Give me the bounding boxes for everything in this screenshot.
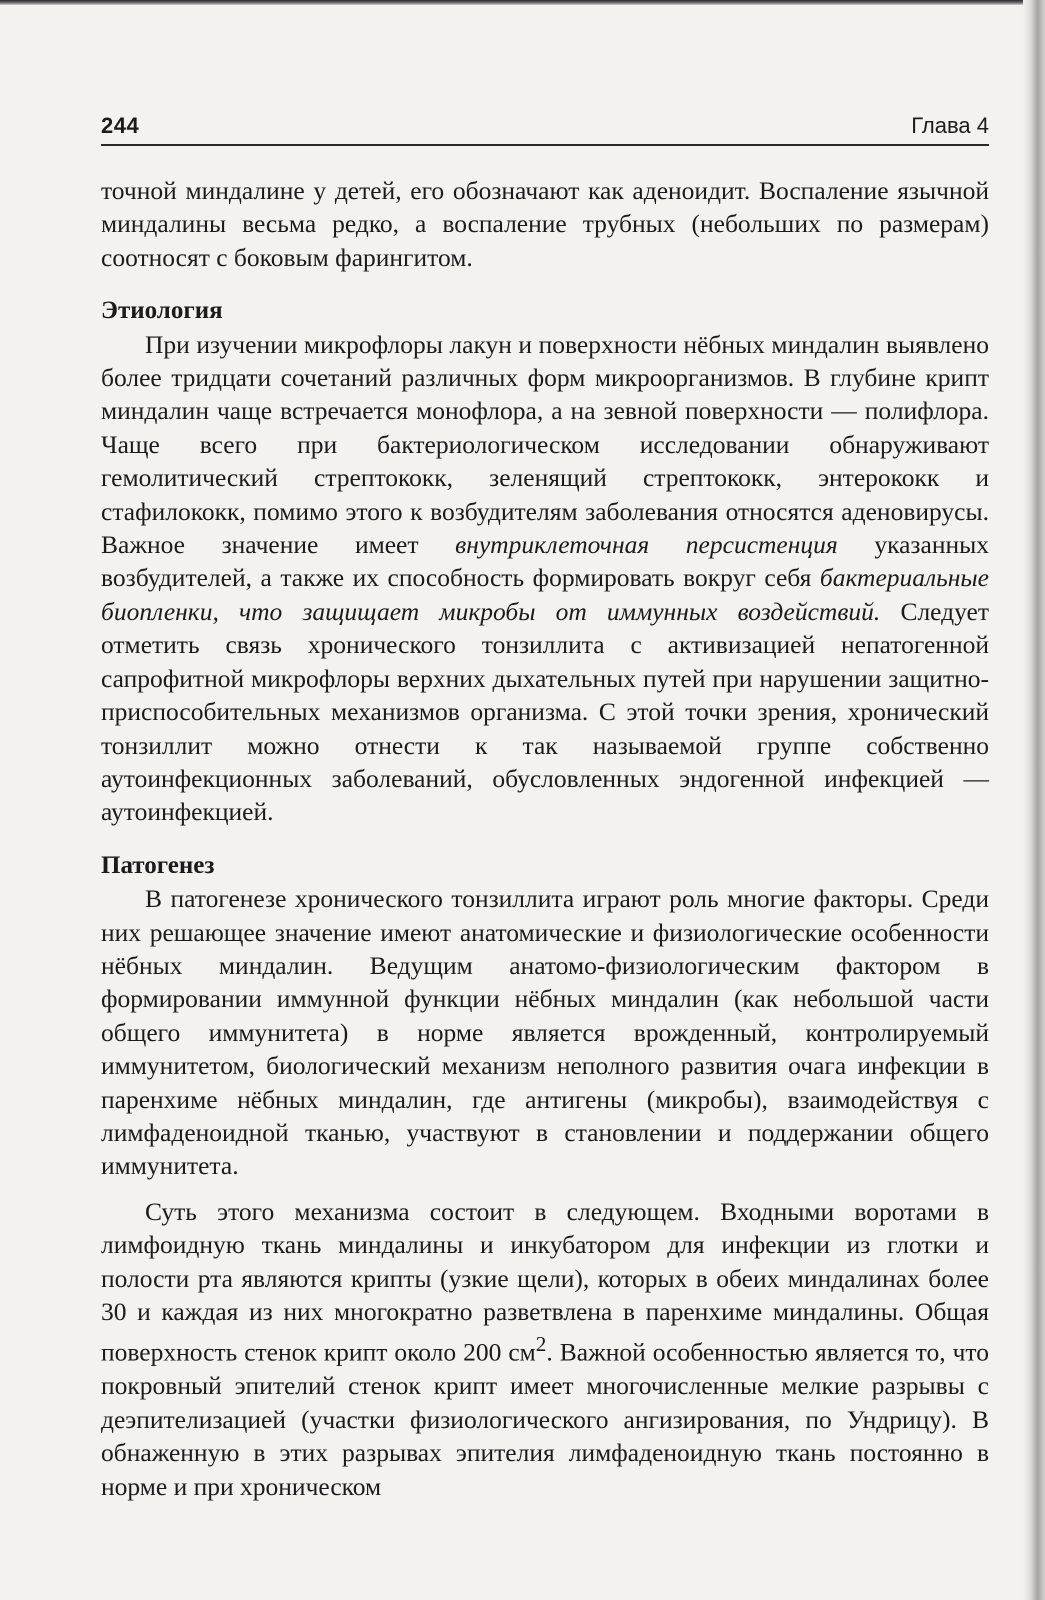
book-page <box>101 108 989 1503</box>
pathogenesis-paragraph-2 <box>101 1195 989 1503</box>
intro-paragraph: точной миндалине у детей, его обозначают как аденоидит. Воспаление язычной миндалины весьма редко, а воспаление трубных (небольших по размерам) соотносят с боковым фарингитом. <box>101 176 989 272</box>
pathogenesis-text-part-2: . Важной особенностью является то, что покровный эпителий стенок крипт имеет многочисленные мелкие разрывы с деэпителизацией (участки физиологического ангизирования, по Ундрицу). В обнаженную в этих разрывах эпителия лимфаденоидную ткань постоянно в норме и при хроническом <box>101 1337 989 1501</box>
etiology-text-part-1: При изучении микрофлоры лакун и поверхности нёбных миндалин выявлено более тридцати сочетаний различных форм микроорганизмов. В глубине крипт миндалин чаще встречается монофлора, а на зевной поверхности — полифлора. Чаще всего при бактериологическом исследовании обнаруживают гемолитический стрептококк, зеленящий стрептококк, энтерококк и стафилококк, помимо этого к возбудителям заболевания относятся аденовирусы. Важное значение имеет <box>101 329 989 560</box>
body-text <box>101 174 989 1503</box>
section-heading-etiology: Этиология <box>101 297 223 325</box>
etiology-emphasis-2: бактериальные биопленки, что защищает микробы от иммунных воздействий. <box>101 563 989 626</box>
page-binding-shadow <box>1023 0 1045 1600</box>
etiology-text-part-3: Следует отметить связь хронического тонзиллита с активизацией непатогенной сапрофитной микрофлоры верхних дыхательных путей при нарушении защитно-приспособительных механизмов организма. С этой точки зрения, хронический тонзиллит можно отнести к так называемой группе собственно аутоинфекционных заболеваний, обусловленных эндогенной инфекцией — аутоинфекцией. <box>101 596 990 827</box>
chapter-label: Глава 4 <box>911 113 989 138</box>
etiology-paragraph <box>101 328 989 829</box>
section-heading-pathogenesis: Патогенез <box>101 851 215 879</box>
pathogenesis-paragraph-1: В патогенезе хронического тонзиллита играют роль многие факторы. Среди них решающее значение имеют анатомические и физиологические особенности нёбных миндалин. Ведущим анатомо-физиологическим фактором в формировании иммунной функции нёбных миндалин (как небольшой части общего иммунитета) в норме является врожденный, контролируемый иммунитетом, биологический механизм неполного развития очага инфекции в паренхиме нёбных миндалин, где антигены (микробы), взаимодействуя с лимфаденоидной тканью, участвуют в становлении и поддержании общего иммунитета. <box>101 884 989 1181</box>
superscript-square: 2 <box>535 1332 547 1357</box>
pathogenesis-text-part-1: Суть этого механизма состоит в следующем. Входными воротами в лимфоидную ткань миндалины и инкубатором для инфекции из глотки и полости рта являются крипты (узкие щели), которых в обеих миндалинах более 30 и каждая из них многократно разветвлена в паренхиме миндалины. Общая поверхность стенок крипт около 200 см <box>101 1196 989 1367</box>
etiology-text-part-2: указанных возбудителей, а также их способность формировать вокруг себя <box>101 530 989 593</box>
running-header <box>101 108 989 146</box>
etiology-emphasis-1: внутриклеточная персистенция <box>455 530 838 560</box>
page-number: 244 <box>101 113 140 138</box>
scan-top-edge <box>0 0 1045 5</box>
